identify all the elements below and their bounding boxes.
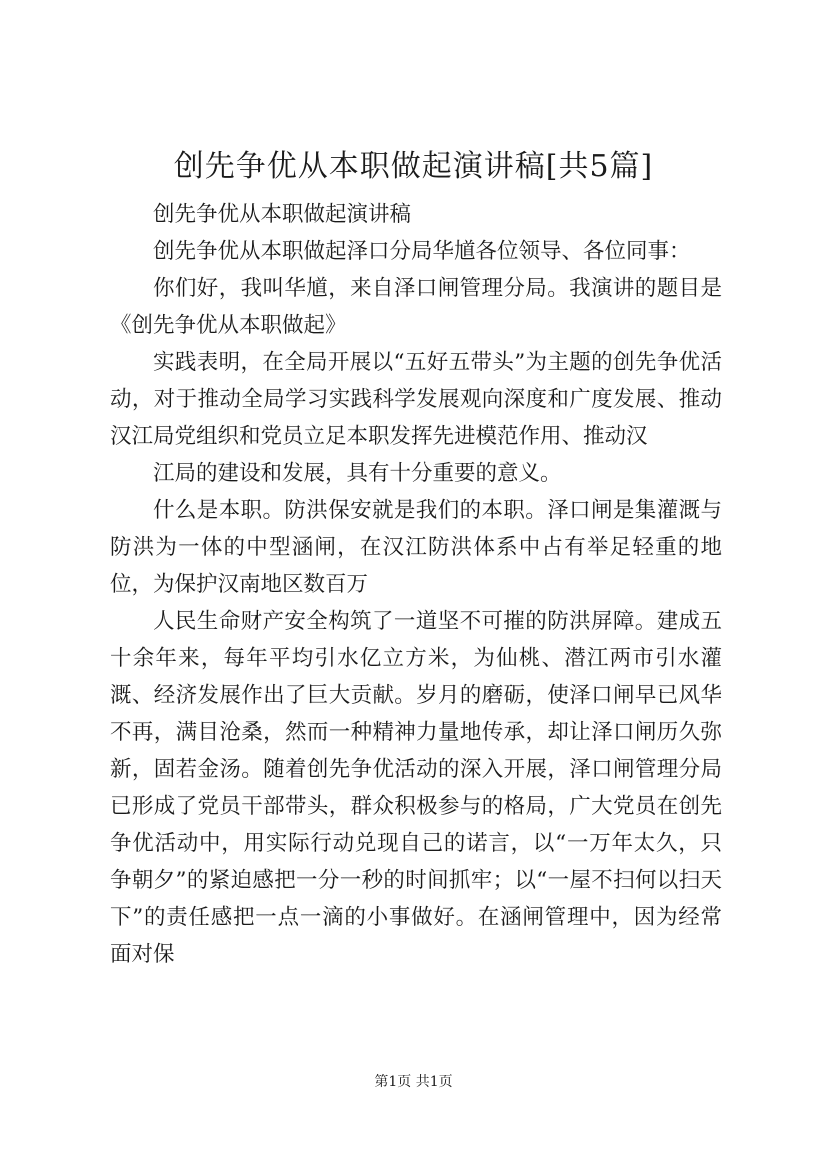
paragraph-history: 人民生命财产安全构筑了一道坚不可摧的防洪屏障。建成五十余年来，每年平均引水亿立方米，为仙桃、潜江两市引水灌溉、经济发展作出了巨大贡献。岁月的磨砺，使泽口闸早已风华不再，满目沧桑，然而一种精神力量地传承，却让泽口闸历久弥新，固若金汤。随着创先争优活动的深入开展，泽口闸管理分局已形成了党员干部带头，群众积极参与的格局，广大党员在创先争优活动中，用实际行动兑现自己的诺言，以“一万年太久，只争朝夕”的紧迫感把一分一秒的时间抓牢；以“一屋不扫何以扫天下”的责任感把一点一滴的小事做好。在涵闸管理中，因为经常面对保: [110, 609, 722, 967]
paragraph-significance: 江局的建设和发展，具有十分重要的意义。: [153, 461, 562, 486]
paragraph-practice: 实践表明，在全局开展以“五好五带头”为主题的创先争优活动，对于推动全局学习实践科学发展观向深度和广度发展、推动汉江局党组织和党员立足本职发挥先进模范作用、推动汉: [110, 350, 722, 449]
document-title: 创先争优从本职做起演讲稿[共5篇]: [173, 149, 654, 184]
page-footer: 第1页 共1页: [374, 1074, 453, 1090]
paragraph-subtitle: 创先争优从本职做起演讲稿: [153, 202, 412, 227]
paragraph-heading-line: 创先争优从本职做起泽口分局华馗各位领导、各位同事：: [153, 239, 691, 264]
paragraph-duty: 什么是本职。防洪保安就是我们的本职。泽口闸是集灌溉与防洪为一体的中型涵闸，在汉江防洪体系中占有举足轻重的地位，为保护汉南地区数百万: [110, 498, 722, 597]
document-body: [110, 196, 722, 973]
paragraph-greeting: 你们好，我叫华馗，来自泽口闸管理分局。我演讲的题目是《创先争优从本职做起》: [110, 276, 722, 338]
